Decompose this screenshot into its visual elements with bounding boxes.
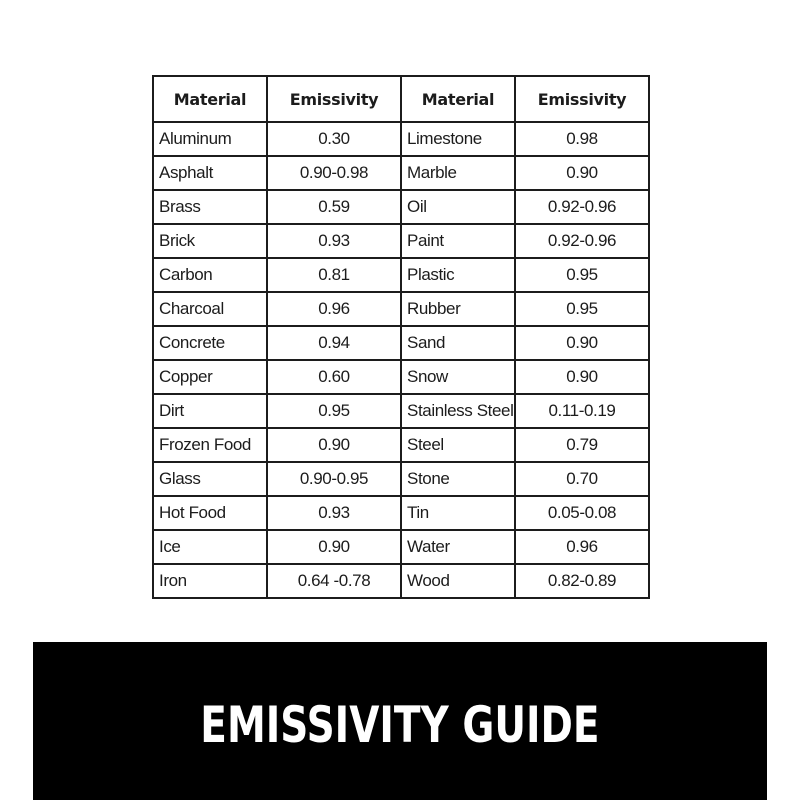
- material-right-cell: Stone: [401, 462, 515, 496]
- material-left-cell: Carbon: [153, 258, 267, 292]
- emissivity-right-cell: 0.82-0.89: [515, 564, 649, 598]
- emissivity-right-cell: 0.95: [515, 292, 649, 326]
- emissivity-right-cell: 0.90: [515, 156, 649, 190]
- emissivity-left-cell: 0.90: [267, 530, 401, 564]
- table-header-row: [153, 76, 649, 122]
- banner-title: EMISSIVITY GUIDE: [200, 696, 600, 754]
- material-right-cell: Stainless Steel: [401, 394, 515, 428]
- emissivity-right-cell: 0.90: [515, 326, 649, 360]
- material-left-cell: Frozen Food: [153, 428, 267, 462]
- emissivity-right-cell: 0.92-0.96: [515, 190, 649, 224]
- material-right-cell: Steel: [401, 428, 515, 462]
- emissivity-left-cell: 0.96: [267, 292, 401, 326]
- table-row: [153, 292, 649, 326]
- table-row: [153, 122, 649, 156]
- table-row: [153, 190, 649, 224]
- emissivity-left-cell: 0.81: [267, 258, 401, 292]
- material-right-cell: Snow: [401, 360, 515, 394]
- emissivity-left-cell: 0.64 -0.78: [267, 564, 401, 598]
- table-row: [153, 496, 649, 530]
- material-left-cell: Aluminum: [153, 122, 267, 156]
- material-left-cell: Copper: [153, 360, 267, 394]
- material-left-cell: Concrete: [153, 326, 267, 360]
- table-row: [153, 360, 649, 394]
- emissivity-left-cell: 0.90-0.95: [267, 462, 401, 496]
- header-material-right: Material: [401, 76, 515, 122]
- material-left-cell: Iron: [153, 564, 267, 598]
- table-row: [153, 394, 649, 428]
- material-right-cell: Plastic: [401, 258, 515, 292]
- title-banner: [33, 642, 767, 800]
- table-row: [153, 258, 649, 292]
- material-left-cell: Charcoal: [153, 292, 267, 326]
- material-left-cell: Dirt: [153, 394, 267, 428]
- emissivity-left-cell: 0.60: [267, 360, 401, 394]
- emissivity-right-cell: 0.98: [515, 122, 649, 156]
- material-right-cell: Oil: [401, 190, 515, 224]
- emissivity-left-cell: 0.95: [267, 394, 401, 428]
- header-emissivity-right: Emissivity: [515, 76, 649, 122]
- material-right-cell: Rubber: [401, 292, 515, 326]
- material-right-cell: Sand: [401, 326, 515, 360]
- table-row: [153, 156, 649, 190]
- material-right-cell: Paint: [401, 224, 515, 258]
- table-row: [153, 428, 649, 462]
- table-row: [153, 564, 649, 598]
- emissivity-left-cell: 0.94: [267, 326, 401, 360]
- table-row: [153, 224, 649, 258]
- table-row: [153, 462, 649, 496]
- emissivity-table: [152, 75, 650, 599]
- material-left-cell: Hot Food: [153, 496, 267, 530]
- emissivity-left-cell: 0.93: [267, 224, 401, 258]
- material-left-cell: Asphalt: [153, 156, 267, 190]
- table-body: [153, 122, 649, 598]
- material-right-cell: Tin: [401, 496, 515, 530]
- material-left-cell: Glass: [153, 462, 267, 496]
- emissivity-left-cell: 0.59: [267, 190, 401, 224]
- emissivity-right-cell: 0.70: [515, 462, 649, 496]
- emissivity-right-cell: 0.79: [515, 428, 649, 462]
- table-row: [153, 530, 649, 564]
- emissivity-left-cell: 0.90-0.98: [267, 156, 401, 190]
- emissivity-right-cell: 0.05-0.08: [515, 496, 649, 530]
- header-material-left: Material: [153, 76, 267, 122]
- material-right-cell: Marble: [401, 156, 515, 190]
- material-right-cell: Limestone: [401, 122, 515, 156]
- emissivity-left-cell: 0.93: [267, 496, 401, 530]
- material-left-cell: Ice: [153, 530, 267, 564]
- header-emissivity-left: Emissivity: [267, 76, 401, 122]
- material-left-cell: Brick: [153, 224, 267, 258]
- material-left-cell: Brass: [153, 190, 267, 224]
- emissivity-left-cell: 0.90: [267, 428, 401, 462]
- table-row: [153, 326, 649, 360]
- emissivity-right-cell: 0.90: [515, 360, 649, 394]
- emissivity-left-cell: 0.30: [267, 122, 401, 156]
- emissivity-right-cell: 0.96: [515, 530, 649, 564]
- emissivity-right-cell: 0.11-0.19: [515, 394, 649, 428]
- material-right-cell: Water: [401, 530, 515, 564]
- emissivity-right-cell: 0.92-0.96: [515, 224, 649, 258]
- material-right-cell: Wood: [401, 564, 515, 598]
- emissivity-right-cell: 0.95: [515, 258, 649, 292]
